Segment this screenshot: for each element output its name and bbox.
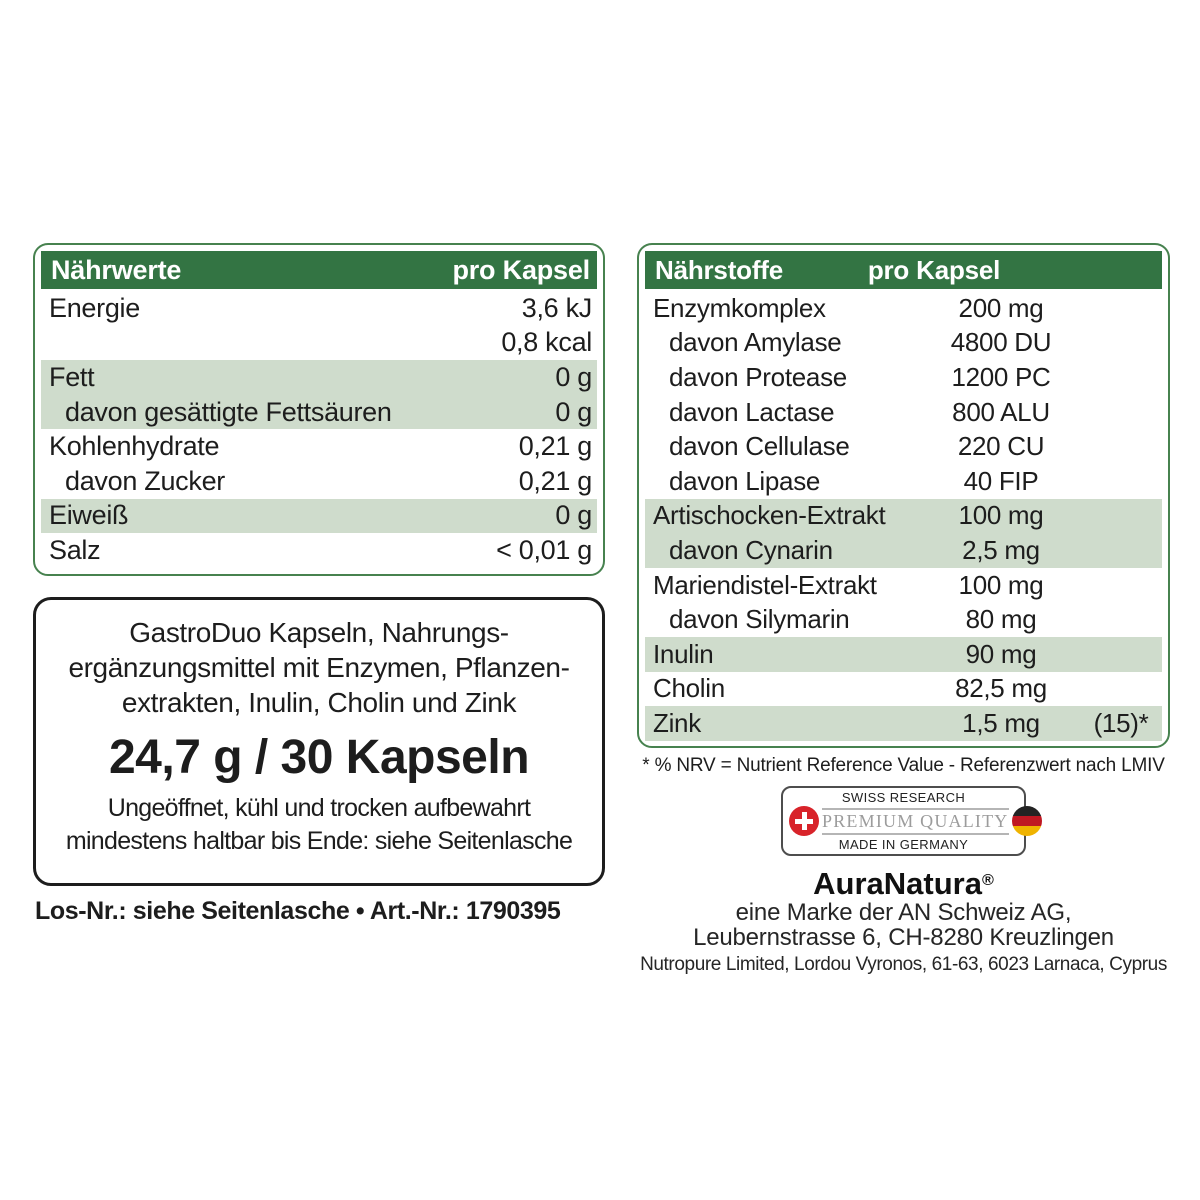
table-row bbox=[645, 533, 1162, 568]
row-value: 220 CU bbox=[957, 431, 1045, 462]
row-value: 3,6 kJ bbox=[521, 292, 592, 323]
row-label: davon Cynarin bbox=[669, 534, 833, 565]
storage-note-line: mindestens haltbar bis Ende: siehe Seitenlasche bbox=[65, 827, 573, 855]
quality-badge bbox=[781, 786, 1026, 856]
brand-address-line: eine Marke der AN Schweiz AG, bbox=[735, 898, 1072, 926]
badge-made-in-germany-label: MADE IN GERMANY bbox=[838, 837, 969, 852]
table-row bbox=[645, 499, 1162, 534]
row-label: Kohlenhydrate bbox=[49, 431, 220, 462]
table-row bbox=[645, 395, 1162, 430]
row-value: 0,8 kcal bbox=[501, 327, 592, 358]
row-label: Artischocken-Extrakt bbox=[653, 500, 886, 531]
row-value: 0,21 g bbox=[518, 431, 592, 462]
table-row bbox=[41, 360, 597, 395]
storage-note-line: Ungeöffnet, kühl und trocken aufbewahrt bbox=[107, 794, 531, 822]
table-row bbox=[41, 291, 597, 326]
table-header-unit: pro Kapsel bbox=[867, 254, 1001, 285]
row-value: 200 mg bbox=[958, 292, 1044, 323]
nutrition-values-table bbox=[33, 243, 605, 576]
row-value: 40 FIP bbox=[963, 465, 1039, 496]
row-label: Fett bbox=[49, 361, 95, 392]
row-label: Salz bbox=[49, 534, 101, 565]
registered-mark: ® bbox=[981, 871, 994, 889]
row-value: 4800 DU bbox=[950, 327, 1052, 358]
row-label: Zink bbox=[653, 707, 701, 738]
row-label: davon Lactase bbox=[669, 396, 835, 427]
row-value: 100 mg bbox=[958, 569, 1044, 600]
swiss-cross-bar bbox=[802, 812, 807, 830]
row-label: Mariendistel-Extrakt bbox=[653, 569, 877, 600]
brand-distributor-line: Nutropure Limited, Lordou Vyronos, 61-63, 6023 Larnaca, Cyprus bbox=[640, 953, 1167, 975]
row-label: davon Zucker bbox=[65, 465, 225, 496]
table-row bbox=[41, 499, 597, 534]
swiss-flag-icon bbox=[789, 806, 819, 836]
product-description-line: extrakten, Inulin, Cholin und Zink bbox=[121, 687, 517, 718]
row-value: 0 g bbox=[555, 500, 592, 531]
table-row bbox=[41, 533, 597, 568]
product-description-line: GastroDuo Kapseln, Nahrungs- bbox=[129, 617, 509, 648]
lot-number-line: Los-Nr.: siehe Seitenlasche • Art.-Nr.: 1790395 bbox=[35, 897, 561, 925]
table-header-unit: pro Kapsel bbox=[452, 254, 590, 285]
net-amount: 24,7 g / 30 Kapseln bbox=[108, 731, 530, 784]
german-flag-icon bbox=[1012, 806, 1042, 836]
table-row bbox=[645, 464, 1162, 499]
row-label: Eiweiß bbox=[49, 500, 129, 531]
table-header bbox=[645, 251, 1162, 289]
table-row bbox=[645, 602, 1162, 637]
row-nrv: (15)* bbox=[1093, 707, 1149, 738]
row-label: davon Cellulase bbox=[669, 431, 850, 462]
row-value: < 0,01 g bbox=[496, 534, 592, 565]
row-label: Energie bbox=[49, 292, 140, 323]
row-label: Enzymkomplex bbox=[653, 292, 826, 323]
brand-address-line: Leubernstrasse 6, CH-8280 Kreuzlingen bbox=[693, 923, 1114, 951]
row-label: davon gesättigte Fettsäuren bbox=[65, 396, 392, 427]
table-header-title: Nährwerte bbox=[51, 254, 182, 285]
table-row bbox=[645, 672, 1162, 707]
badge-premium-quality-label: PREMIUM QUALITY bbox=[822, 808, 1009, 835]
brand-name bbox=[637, 864, 1170, 900]
table-row bbox=[645, 326, 1162, 361]
row-value: 100 mg bbox=[958, 500, 1044, 531]
table-row bbox=[645, 568, 1162, 603]
table-row bbox=[41, 326, 597, 361]
row-value: 0,21 g bbox=[518, 465, 592, 496]
row-label: davon Protease bbox=[669, 361, 847, 392]
row-value: 800 ALU bbox=[952, 396, 1050, 427]
brand-column bbox=[637, 755, 1170, 977]
table-row bbox=[645, 637, 1162, 672]
row-value: 1,5 mg bbox=[962, 707, 1040, 738]
table-row bbox=[645, 291, 1162, 326]
badge-swiss-research-label: SWISS RESEARCH bbox=[841, 790, 966, 805]
nrv-footnote: * % NRV = Nutrient Reference Value - Referenzwert nach LMIV bbox=[642, 755, 1165, 776]
brand-name-text: AuraNatura bbox=[813, 865, 982, 901]
row-label: davon Silymarin bbox=[669, 604, 850, 635]
badge-middle-row bbox=[789, 806, 1018, 836]
nutrients-table bbox=[637, 243, 1170, 748]
description-box bbox=[33, 597, 605, 886]
table-header bbox=[41, 251, 597, 289]
row-label: Cholin bbox=[653, 673, 725, 704]
row-value: 0 g bbox=[555, 361, 592, 392]
row-label: Inulin bbox=[653, 638, 714, 669]
row-value: 1200 PC bbox=[951, 361, 1051, 392]
table-row bbox=[41, 395, 597, 430]
row-label: davon Lipase bbox=[669, 465, 821, 496]
table-row bbox=[645, 429, 1162, 464]
row-label: davon Amylase bbox=[669, 327, 842, 358]
row-value: 90 mg bbox=[965, 638, 1037, 669]
row-value: 2,5 mg bbox=[962, 534, 1040, 565]
storage-note bbox=[36, 792, 602, 858]
table-row bbox=[645, 706, 1162, 741]
table-row bbox=[645, 360, 1162, 395]
row-value: 0 g bbox=[555, 396, 592, 427]
table-row bbox=[41, 464, 597, 499]
table-header-title: Nährstoffe bbox=[655, 254, 784, 285]
row-value: 80 mg bbox=[965, 604, 1037, 635]
table-row bbox=[41, 429, 597, 464]
row-value: 82,5 mg bbox=[955, 673, 1047, 704]
product-description-line: ergänzungsmittel mit Enzymen, Pflanzen- bbox=[68, 652, 570, 683]
